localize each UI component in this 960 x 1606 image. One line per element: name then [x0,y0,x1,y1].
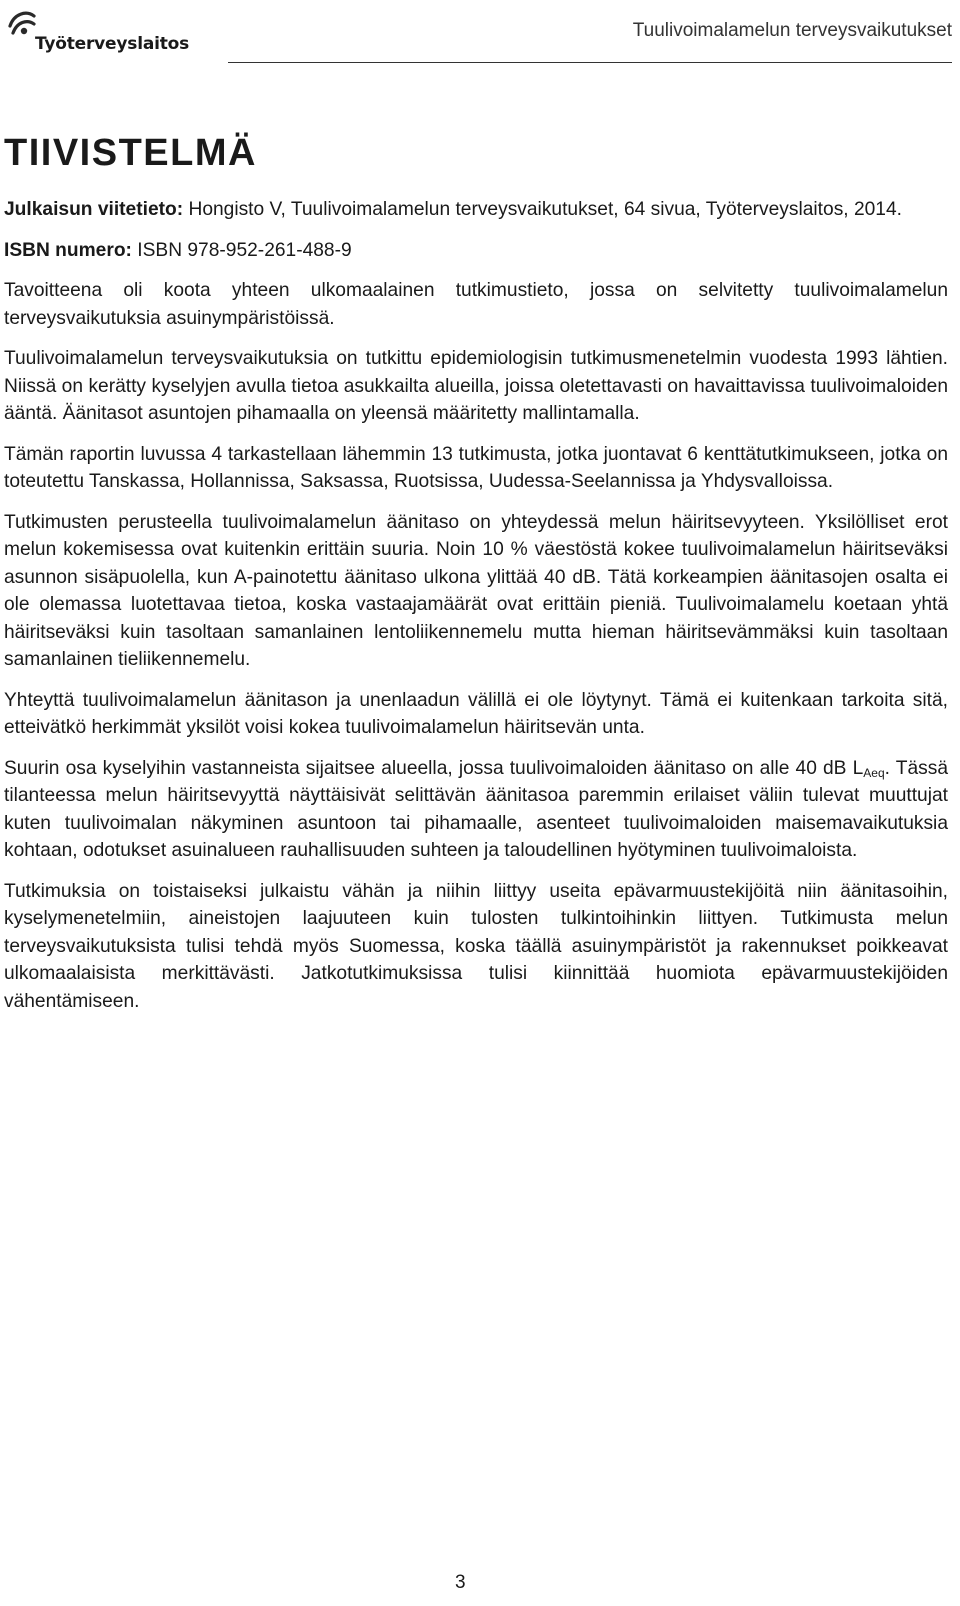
citation-label: Julkaisun viitetieto: [4,199,184,220]
isbn-text: ISBN 978-952-261-488-9 [131,239,352,261]
body-paragraph-conclusion: Tutkimuksia on toistaiseksi julkaistu vähän ja niihin liittyy useita epävarmuustekijöitä niin äänitasoihin, kyselymenetelmiin, aineistojen laajuuteen kuin tulosten tulkintoihinkin liittyen. Tutkimusta melun terveysvaikutuksista tulisi tehdä myös Suomessa, koska täällä asuinympäristöt ja rakennukset poikkeavat ulkomaalaisista merkittävästi. Jatkotutkimuksissa tulisi kiinnittää huomiota epävarmuustekijöiden vähentämiseen. [4,880,948,1012]
logo-wordmark: Työterveyslaitos [35,34,190,54]
citation-paragraph [4,196,948,224]
body-paragraph-laeq [4,755,948,865]
laeq-text-after: . Tässä tilanteessa melun häiritsevyyttä näyttäisivät selittävän äänitasoa paremmin erilaiset väliin tulevat muuttujat kuten tuulivoimalan näkyminen asuntoon tai pihamaalle, asenteet tuulivoimaloiden maisemavaikutuksia kohtaan, odotukset asuinalueen rauhallisuuden suhteen ja taloudellinen hyötyminen tuulivoimaloista. [4,757,948,861]
running-title: Tuulivoimalamelun terveysvaikutukset [632,20,952,41]
page-header [0,0,960,70]
laeq-text-before: Suurin osa kyselyihin vastanneista sijaitsee alueella, jossa tuulivoimaloiden äänitaso on alle 40 dB L [4,757,864,779]
page-title: TIIVISTELMÄ [4,132,257,174]
organization-logo [4,6,190,58]
body-paragraph-studies: Tämän raportin luvussa 4 tarkastellaan lähemmin 13 tutkimusta, jotka juontavat 6 kenttätutkimukseen, jotka on toteutettu Tanskassa, Hollannissa, Saksassa, Ruotsissa, Uudessa-Seelannissa ja Yhdysvalloissa. [4,443,948,492]
body-paragraph-methods: Tuulivoimalamelun terveysvaikutuksia on tutkittu epidemiologisin tutkimusmenetelmin vuodesta 1993 lähtien. Niissä on kerätty kyselyjen avulla tietoa asukkailta alueilla, joissa oletettavasti on havaittavissa tuulivoimaloiden ääntä. Äänitasot asuntojen pihamaalla on yleensä määritetty mallintamalla. [4,348,948,424]
isbn-label: ISBN numero: [4,239,132,261]
body-paragraph-objective: Tavoitteena oli koota yhteen ulkomaalainen tutkimustieto, jossa on selvitetty tuulivoimalamelun terveysvaikutuksia asuinympäristöissä. [4,280,948,329]
isbn-paragraph [4,237,948,265]
abstract-content [4,130,948,1028]
body-paragraph-sleep: Yhteyttä tuulivoimalamelun äänitason ja unenlaadun välillä ei ole löytynyt. Tämä ei kuitenkaan tarkoita sitä, etteivätkö herkimmät yksilöt voisi kokea tuulivoimalamelun häiritsevän unta. [4,689,948,738]
header-divider [228,62,952,63]
laeq-subscript: Aeq [863,765,885,780]
page-number: 3 [455,1572,466,1593]
citation-text: Hongisto V, Tuulivoimalamelun terveysvaikutukset, 64 sivua, Työterveyslaitos, 2014. [183,199,902,220]
body-paragraph-results: Tutkimusten perusteella tuulivoimalamelun äänitaso on yhteydessä melun häiritsevyyteen. Yksilölliset erot melun kokemisessa ovat kuitenkin erittäin suuria. Noin 10 % väestöstä kokee tuulivoimalamelun häiritseväksi asunnon sisäpuolella, kun A-painotettu äänitaso ulkona ylittää 40 dB. Tätä korkeampien äänitasojen osalta ei ole olemassa luotettavaa tietoa, koska vastaajamäärät ovat erittäin pieniä. Tuulivoimalamelu koetaan yhtä häiritseväksi kuin tasoltaan samanlainen lentoliikennemelu mutta hieman häiritsevämmäksi kuin tasoltaan samanlainen tieliikennemelu. [4,511,948,670]
